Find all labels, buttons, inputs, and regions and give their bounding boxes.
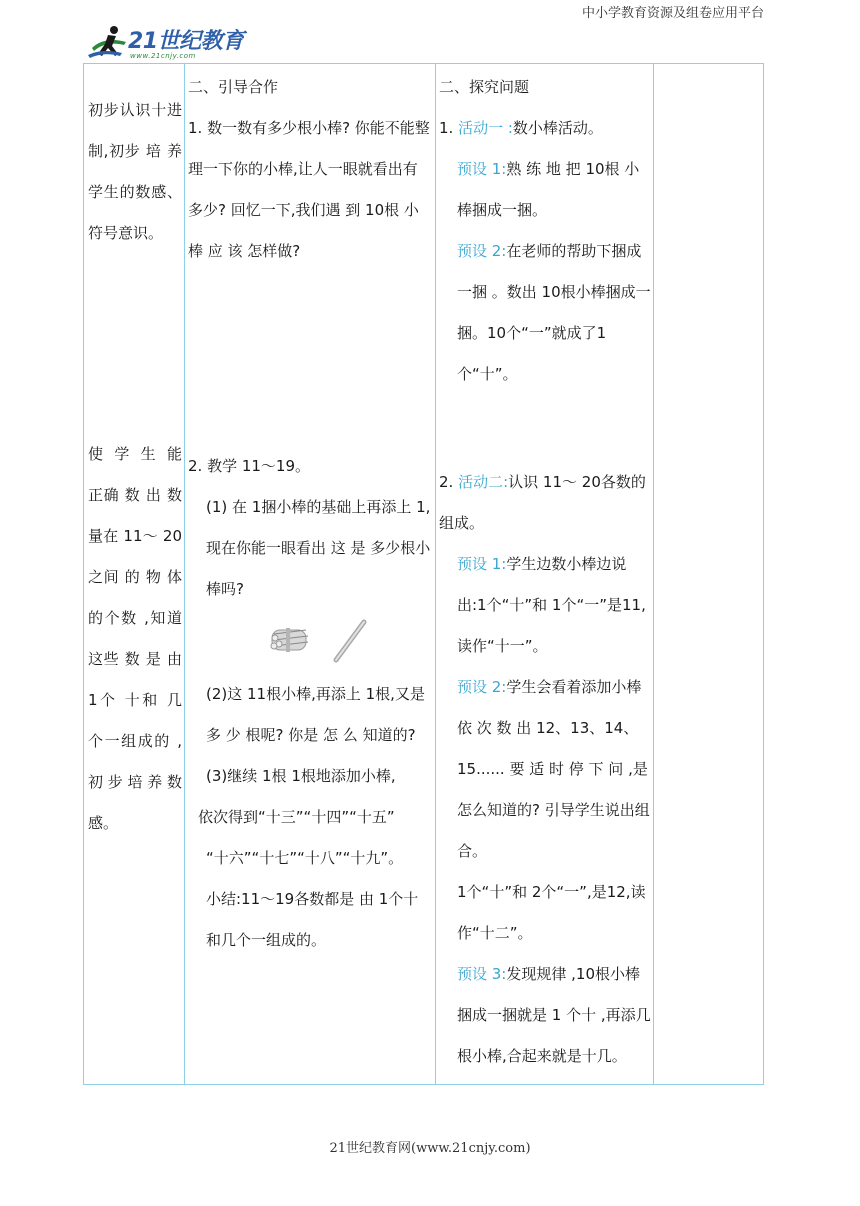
- preset-2-text: 在老师的帮助下捆成一捆 。数出 10根小棒捆成一捆。10个“一”就成了1个“十”。: [457, 242, 651, 383]
- teacher-column-part2: [188, 446, 432, 961]
- activity-2-prefix: 2.: [439, 473, 459, 491]
- sticks-bundle-image: [266, 616, 376, 666]
- teacher-sub-1: (1) 在 1捆小棒的基础上再添上 1,现在你能一眼看出 这 是 多少根小棒吗?: [206, 498, 431, 598]
- bundle-of-sticks-icon: [271, 628, 308, 652]
- preset-2: [439, 231, 654, 395]
- goal-cell-1: 初步认识十进制,初步 培 养学生的数感、符号意识。: [88, 101, 182, 242]
- activity-1-text: 数小棒活动。: [512, 119, 603, 137]
- page-footer: 21世纪教育网(www.21cnjy.com): [329, 1141, 531, 1156]
- student-heading: 二、探究问题: [439, 78, 530, 96]
- activity-2-preset-2-label: 预设 2:: [457, 678, 507, 696]
- activity-2-preset-3: [439, 954, 654, 1077]
- activity-2: [439, 462, 654, 544]
- preset-1-label: 预设 1:: [457, 160, 507, 178]
- teacher-heading: 二、引导合作: [188, 78, 279, 96]
- activity-1: [439, 108, 654, 149]
- activity-1-prefix: 1.: [439, 119, 459, 137]
- teacher-item-1: 1. 数一数有多少根小棒? 你能不能整理一下你的小棒,让人一眼就看出有多少? 回忆一下,我们遇 到 10根 小 棒 应 该 怎样做?: [188, 119, 430, 260]
- activity-2-label: 活动二:: [458, 473, 509, 491]
- column-divider: [435, 64, 436, 1084]
- logo-url-text: www.21cnjy.com: [130, 52, 196, 60]
- activity-2-preset-1-text: 学生边数小棒边说出:1个“十”和 1个“一”是11,读作“十一”。: [457, 555, 646, 655]
- platform-header: 中小学教育资源及组卷应用平台: [581, 6, 764, 21]
- teacher-item-2-title: 2. 教学 11～19。: [188, 457, 311, 475]
- goal-cell-2: 使 学 生 能 正确 数 出 数 量在 11～ 20之间 的 物 体 的个数 ,知道这些 数 是 由 1个 十和 几 个一组成的 ,初步培养数感。: [88, 445, 182, 832]
- activity-2-preset-3-text: 发现规律 ,10根小棒捆成一捆就是 1 个十 ,再添几根小棒,合起来就是十几。: [457, 965, 651, 1065]
- single-stick-icon: [336, 622, 364, 660]
- activity-2-preset-1: [439, 544, 654, 667]
- student-column-part2: [439, 462, 654, 1077]
- preset-1: [439, 149, 654, 231]
- teacher-column: [188, 67, 432, 272]
- preset-1-text: 熟 练 地 把 10根 小棒捆成一捆。: [457, 160, 640, 219]
- runner-logo-icon: [86, 22, 130, 64]
- logo-brand-text: 21世纪教育: [128, 29, 244, 54]
- preset-2-label: 预设 2:: [457, 242, 507, 260]
- activity-2-example: 1个“十”和 2个“一”,是12,读作“十二”。: [457, 883, 646, 942]
- activity-2-preset-2-text: 学生会看着添加小棒依 次 数 出 12、13、14、15...... 要 适 时 停 下 问 ,是怎么知道的? 引导学生说出组合。: [457, 678, 650, 860]
- lesson-table: [83, 63, 764, 1085]
- teacher-sub-3-line2: 依次得到“十三”“十四”“十五”: [198, 808, 395, 826]
- brand-logo: [86, 20, 256, 68]
- student-column: [439, 67, 654, 395]
- teacher-sub-3: (3)继续 1根 1根地添加小棒,: [206, 767, 396, 785]
- teacher-summary: 小结:11～19各数都是 由 1个十和几个一组成的。: [206, 890, 419, 949]
- column-divider: [184, 64, 185, 1084]
- teacher-sub-3-line3: “十六”“十七”“十八”“十九”。: [206, 849, 404, 867]
- activity-2-preset-3-label: 预设 3:: [457, 965, 507, 983]
- activity-2-text: 认识 11～ 20各数的组成。: [439, 473, 646, 532]
- activity-2-preset-2: [439, 667, 654, 872]
- activity-1-label: 活动一 :: [458, 119, 513, 137]
- teacher-sub-2: (2)这 11根小棒,再添上 1根,又是 多 少 根呢? 你是 怎 么 知道的?: [206, 685, 425, 744]
- activity-2-preset-1-label: 预设 1:: [457, 555, 507, 573]
